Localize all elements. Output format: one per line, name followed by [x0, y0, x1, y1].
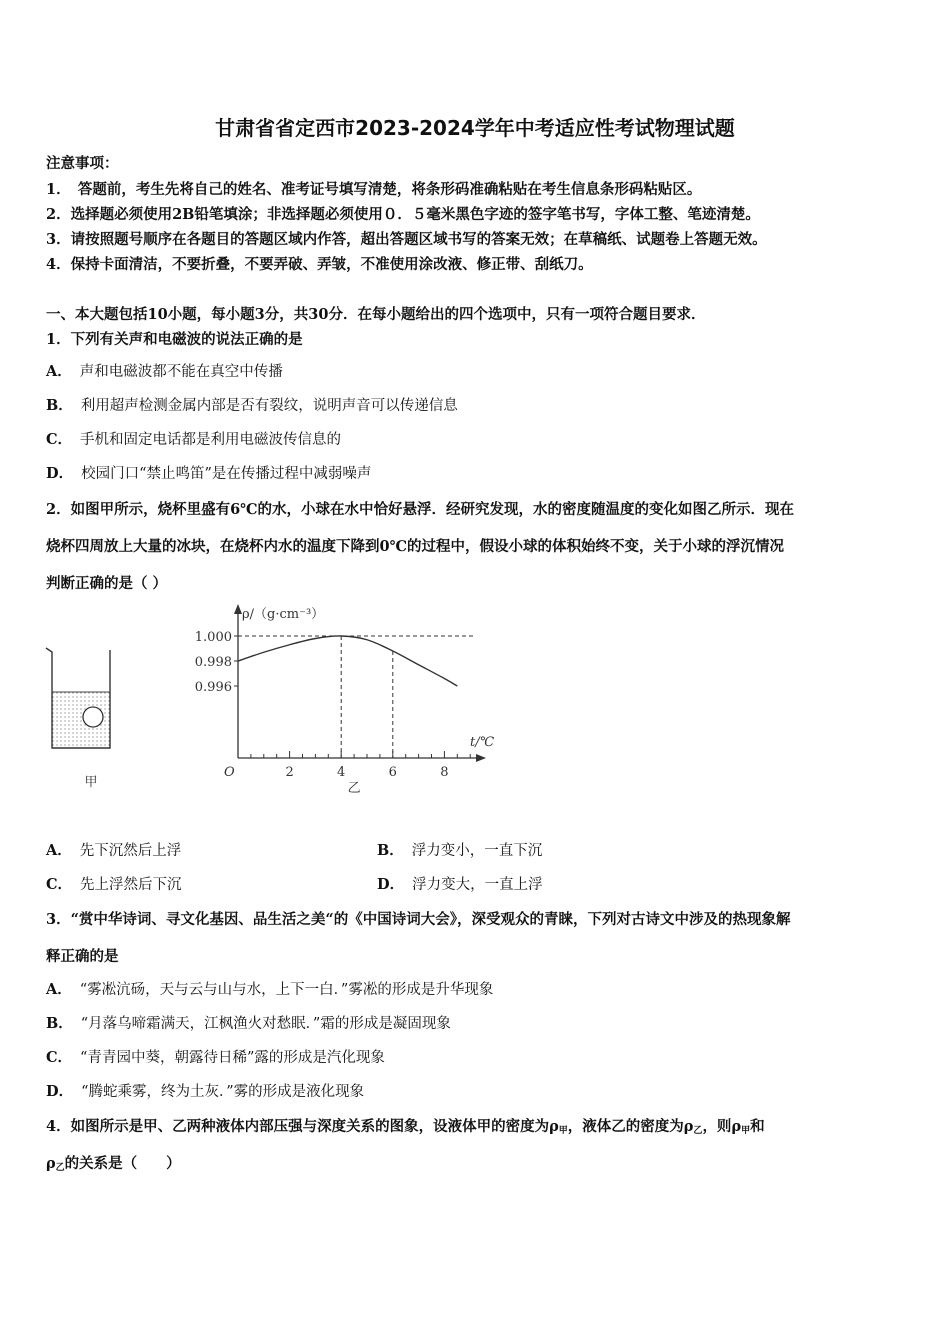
x-axis-arrow — [476, 754, 486, 762]
y-tick-label: 0.998 — [194, 655, 232, 670]
beaker-figure — [40, 640, 120, 790]
notice-item-4: 4．保持卡面清洁，不要折叠，不要弄破、弄皱，不准使用涂改液、修正带、刮纸刀。 — [46, 256, 593, 273]
section-heading: 一、本大题包括10小题，每小题3分，共30分．在每小题给出的四个选项中，只有一项符合题目要求． — [46, 306, 706, 323]
x-tick-label: 8 — [440, 765, 449, 780]
q3-option-c: C． “青青园中葵，朝露待日稀”露的形成是汽化现象 — [46, 1049, 385, 1066]
notice-item-1: 1． 答题前，考生先将自己的姓名、准考证号填写清楚，将条形码准确粘贴在考生信息条形码粘贴区。 — [46, 181, 702, 198]
q2-option-c: C． 先上浮然后下沉 — [46, 876, 182, 893]
x-tick-label: 4 — [337, 765, 346, 780]
question-2-stem-line2: 烧杯四周放上大量的冰块，在烧杯内水的温度下降到0℃的过程中，假设小球的体积始终不变，关于小球的浮沉情况 — [46, 538, 784, 555]
q3-option-a: A． “雾凇沆砀，天与云与山与水，上下一白．”雾凇的形成是升华现象 — [46, 981, 494, 998]
page-title: 甘肃省省定西市2023-2024学年中考适应性考试物理试题 — [215, 116, 735, 140]
notice-item-3: 3．请按照题号顺序在各题目的答题区域内作答，超出答题区域书写的答案无效；在草稿纸、试题卷上答题无效。 — [46, 231, 767, 248]
x-axis-label: t/℃ — [470, 735, 495, 750]
y-tick-label: 0.996 — [194, 680, 232, 695]
question-2-stem-line1: 2．如图甲所示，烧杯里盛有6℃的水，小球在水中恰好悬浮．经研究发现，水的密度随温度的变化如图乙所示．现在 — [46, 501, 795, 518]
density-chart — [180, 598, 500, 798]
q2-option-d: D． 浮力变大，一直上浮 — [377, 876, 543, 893]
y-axis-arrow — [234, 604, 242, 614]
y-axis-label: ρ/（g·cm⁻³） — [242, 607, 325, 622]
x-tick-label: 6 — [388, 765, 397, 780]
question-4-stem-line2: $\rho_乙$的关系是（ ） — [46, 1155, 181, 1173]
y-tick-label: 1.000 — [194, 630, 232, 645]
notice-item-2: 2．选择题必须使用2B铅笔填涂；非选择题必须使用０．５毫米黑色字迹的签字笔书写，字体工整、笔迹清楚。 — [46, 206, 760, 223]
x-tick-label: 2 — [285, 765, 294, 780]
q2-option-a: A． 先下沉然后上浮 — [46, 842, 182, 859]
guide-lines — [238, 636, 475, 758]
q1-option-a: A． 声和电磁波都不能在真空中传播 — [46, 363, 283, 380]
ball — [83, 707, 103, 727]
q3-option-b: B． “月落乌啼霜满天，江枫渔火对愁眠．”霜的形成是凝固现象 — [46, 1015, 451, 1032]
q1-option-d: D． 校园门口“禁止鸣笛”是在传播过程中减弱噪声 — [46, 465, 372, 482]
origin-label: O — [224, 765, 235, 780]
q1-option-b: B． 利用超声检测金属内部是否有裂纹，说明声音可以传递信息 — [46, 397, 458, 414]
question-4-stem-line1: 4．如图所示是甲、乙两种液体内部压强与深度关系的图象，设液体甲的密度为$\rho_甲$，液体乙的密度为$\rho_乙$，则$\rho_甲$和 — [46, 1118, 765, 1136]
x-minor-ticks — [251, 751, 470, 758]
q2-option-b: B． 浮力变小，一直下沉 — [377, 842, 543, 859]
fig-jia-label: 甲 — [84, 775, 98, 790]
question-3-stem-line1: 3．“赏中华诗词、寻文化基因、品生活之美“的《中国诗词大会》，深受观众的青睐，下列对古诗文中涉及的热现象解 — [46, 911, 791, 928]
density-curve — [238, 636, 457, 686]
question-1-stem: 1．下列有关声和电磁波的说法正确的是 — [46, 331, 303, 348]
question-2-stem-line3: 判断正确的是（ ） — [46, 575, 168, 592]
notice-heading: 注意事项： — [46, 155, 119, 172]
q3-option-d: D． “腾蛇乘雾，终为土灰．”雾的形成是液化现象 — [46, 1083, 365, 1100]
question-3-stem-line2: 释正确的是 — [46, 948, 119, 965]
q1-option-c: C． 手机和固定电话都是利用电磁波传信息的 — [46, 431, 342, 448]
chart-title: 乙 — [347, 781, 361, 796]
